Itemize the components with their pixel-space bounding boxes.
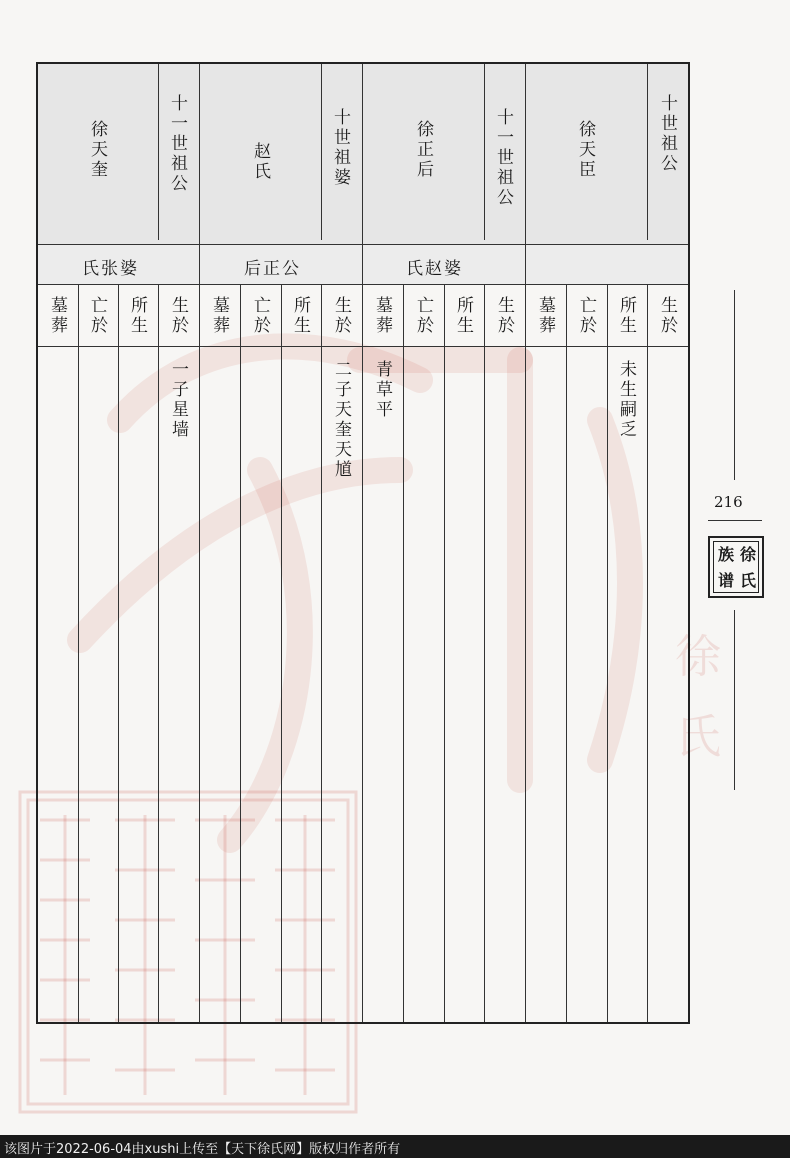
- page-number: 216: [714, 493, 743, 511]
- field-header-died: 亡於: [87, 296, 107, 336]
- field-header-buried: 墓葬: [372, 296, 392, 336]
- entry-buried: 青草平: [372, 360, 392, 420]
- spouse-label: 后正公: [244, 259, 301, 279]
- spouse-label: 氏赵婆: [406, 259, 463, 279]
- seal-char: 族: [718, 545, 735, 564]
- field-header-buried: 墓葬: [209, 296, 229, 336]
- field-header-born: 生於: [494, 296, 514, 336]
- field-header-died: 亡於: [576, 296, 596, 336]
- field-header-buried: 墓葬: [47, 296, 67, 336]
- entry-born: 一子星墙: [168, 360, 188, 440]
- watermark-char: 徐: [668, 632, 722, 678]
- person-name: 徐天臣: [575, 120, 595, 180]
- page-margin: [700, 290, 770, 790]
- field-header-born: 生於: [657, 296, 677, 336]
- watermark-char: 氏: [668, 712, 722, 758]
- seal-char: 谱: [718, 571, 735, 590]
- copyright-notice: 该图片于2022-06-04由xushi上传至【天下徐氏网】版权归作者所有: [4, 1142, 401, 1157]
- field-header-children: 所生: [127, 296, 147, 336]
- field-header-children: 所生: [616, 296, 636, 336]
- footer-bar: [0, 1135, 790, 1158]
- person-name: 赵氏: [250, 142, 270, 182]
- field-header-born: 生於: [331, 296, 351, 336]
- field-header-buried: 墓葬: [535, 296, 555, 336]
- generation-label: 十一世祖公: [167, 94, 187, 194]
- spouse-label: 氏张婆: [82, 259, 139, 279]
- generation-label: 十一世祖公: [493, 108, 513, 208]
- entry-born: 二子天奎天馗: [331, 360, 351, 480]
- seal-char: 氏: [740, 571, 757, 590]
- generation-label: 十世祖婆: [330, 108, 350, 188]
- genealogy-table: [36, 62, 690, 1024]
- seal-char: 徐: [740, 545, 757, 564]
- field-header-born: 生於: [168, 296, 188, 336]
- field-header-died: 亡於: [413, 296, 433, 336]
- field-header-children: 所生: [453, 296, 473, 336]
- generation-label: 十世祖公: [657, 94, 677, 174]
- field-header-children: 所生: [290, 296, 310, 336]
- field-header-died: 亡於: [250, 296, 270, 336]
- person-name: 徐正后: [413, 120, 433, 180]
- entry-children: 未生嗣乏: [616, 360, 636, 440]
- clan-seal: [708, 536, 764, 598]
- person-name: 徐天奎: [87, 120, 107, 180]
